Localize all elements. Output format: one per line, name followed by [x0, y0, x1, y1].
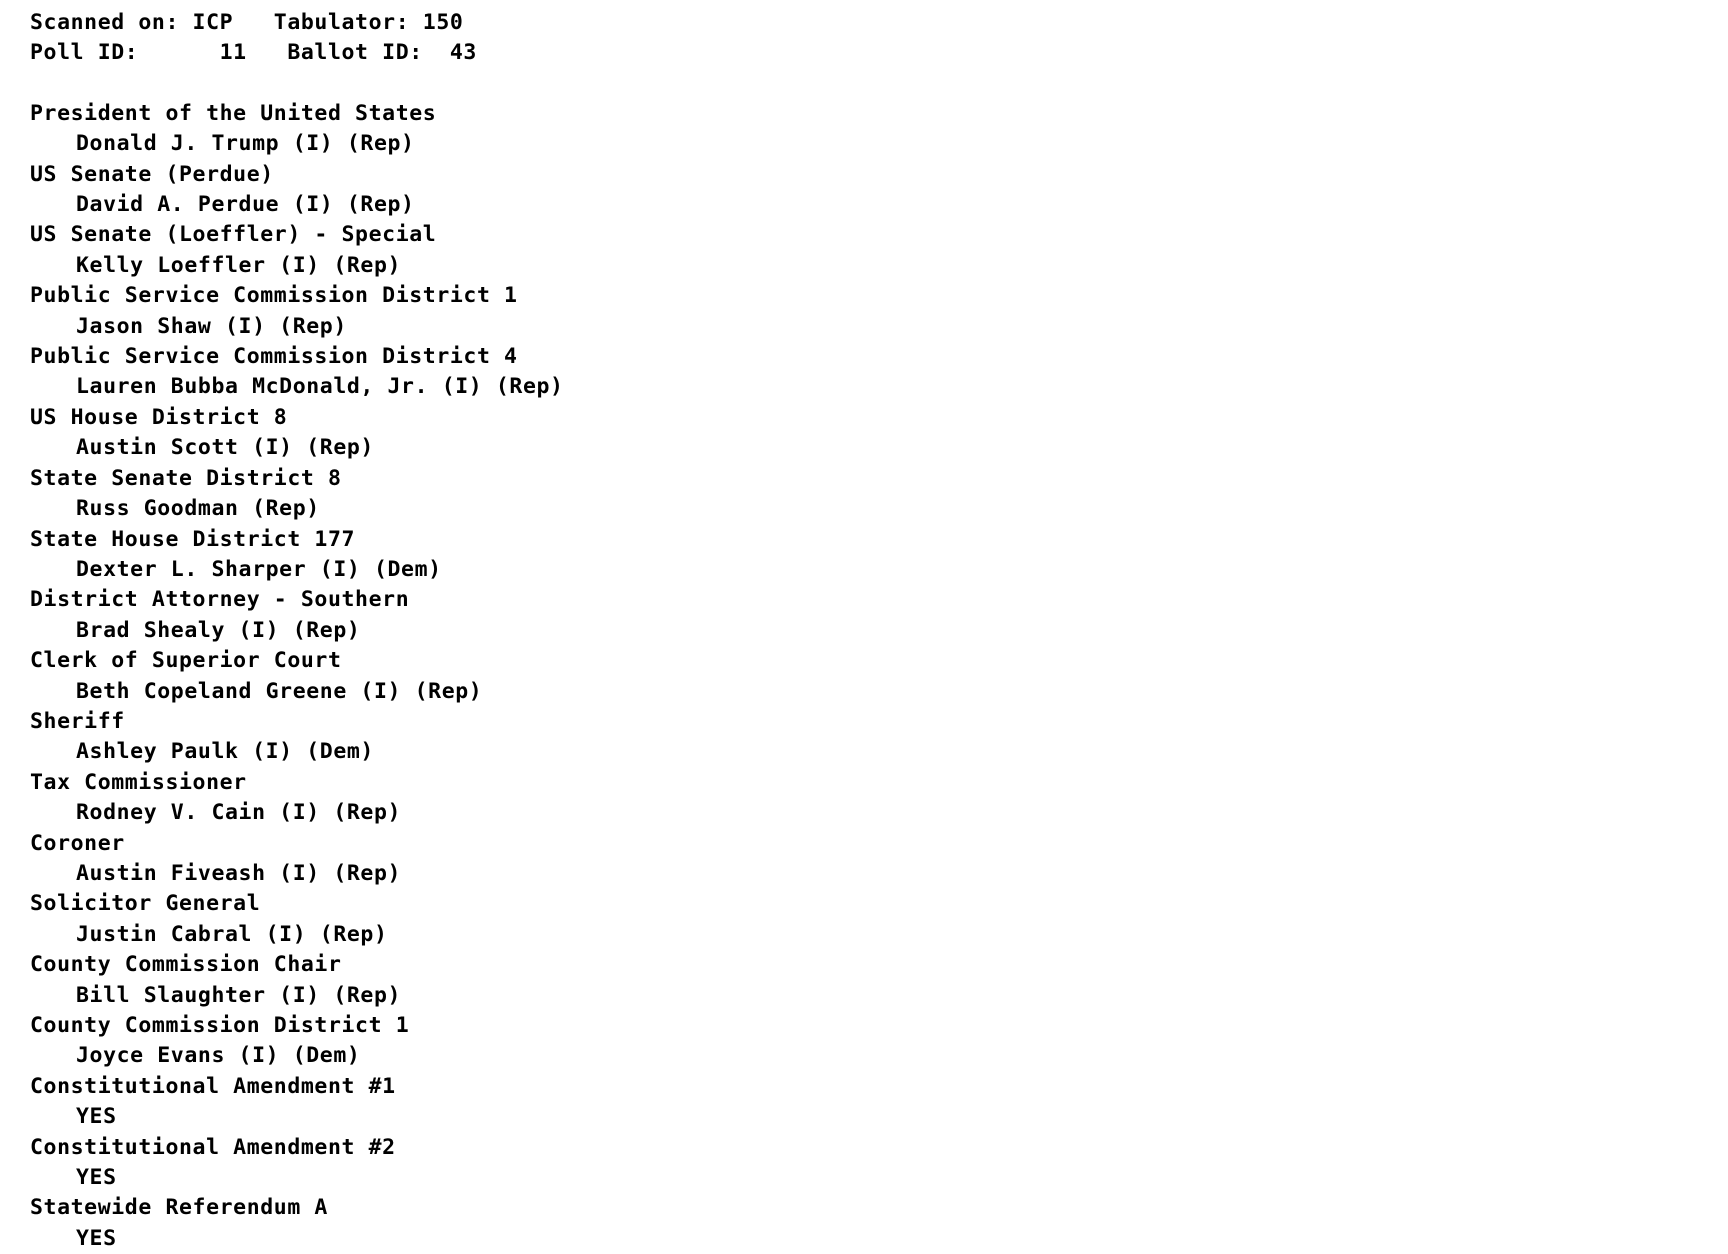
contest-title: Solicitor General [30, 891, 261, 917]
scan-info-line: Scanned on: ICP Tabulator: 150 [30, 10, 464, 35]
contest-title: President of the United States [30, 100, 437, 126]
contest-list [30, 99, 1728, 1254]
contest-selection: Austin Fiveash (I) (Rep) [76, 860, 402, 886]
contest-selection: Rodney V. Cain (I) (Rep) [76, 800, 402, 826]
contest-selection: Austin Scott (I) (Rep) [76, 435, 374, 461]
contest-selection: Bill Slaughter (I) (Rep) [76, 982, 402, 1008]
contest-title: State House District 177 [30, 526, 356, 552]
contest-selection: Ashley Paulk (I) (Dem) [76, 739, 374, 765]
contest-title: Public Service Commission District 4 [30, 344, 518, 370]
contest-selection: David A. Perdue (I) (Rep) [76, 192, 415, 218]
contest-title: Constitutional Amendment #2 [30, 1134, 396, 1160]
contest-title: US Senate (Loeffler) - Special [30, 222, 437, 248]
contest-title: Tax Commissioner [30, 769, 247, 795]
contest-title: District Attorney - Southern [30, 587, 410, 613]
contest-selection: Lauren Bubba McDonald, Jr. (I) (Rep) [76, 374, 564, 400]
contest-selection: Beth Copeland Greene (I) (Rep) [76, 678, 483, 704]
contest-title: County Commission Chair [30, 952, 342, 978]
contest-selection: YES [76, 1104, 117, 1130]
contest-selection: Kelly Loeffler (I) (Rep) [76, 252, 402, 278]
contest-title: US Senate (Perdue) [30, 161, 274, 187]
contest-title: State Senate District 8 [30, 465, 342, 491]
contest-title: County Commission District 1 [30, 1013, 410, 1038]
contest-selection: Dexter L. Sharper (I) (Dem) [76, 556, 442, 582]
contest-title: US House District 8 [30, 404, 288, 430]
contest-selection: Donald J. Trump (I) (Rep) [76, 131, 415, 157]
contest-title: Coroner [30, 830, 125, 856]
contest-title: Clerk of Superior Court [30, 648, 342, 674]
contest-selection: YES [76, 1225, 117, 1251]
contest-title: Constitutional Amendment #1 [30, 1073, 396, 1099]
poll-ballot-id-line: Poll ID: 11 Ballot ID: 43 [30, 40, 477, 66]
contest-title: Statewide Referendum A [30, 1195, 328, 1221]
contest-selection: Brad Shealy (I) (Rep) [76, 617, 361, 643]
contest-title: Public Service Commission District 1 [30, 283, 518, 309]
scan-header [30, 8, 1728, 69]
contest-selection: YES [76, 1165, 117, 1191]
contest-title: Sheriff [30, 708, 125, 734]
contest-selection: Joyce Evans (I) (Dem) [76, 1043, 361, 1069]
contest-selection: Justin Cabral (I) (Rep) [76, 921, 388, 947]
contest-selection: Jason Shaw (I) (Rep) [76, 313, 347, 339]
contest-selection: Russ Goodman (Rep) [76, 496, 320, 522]
